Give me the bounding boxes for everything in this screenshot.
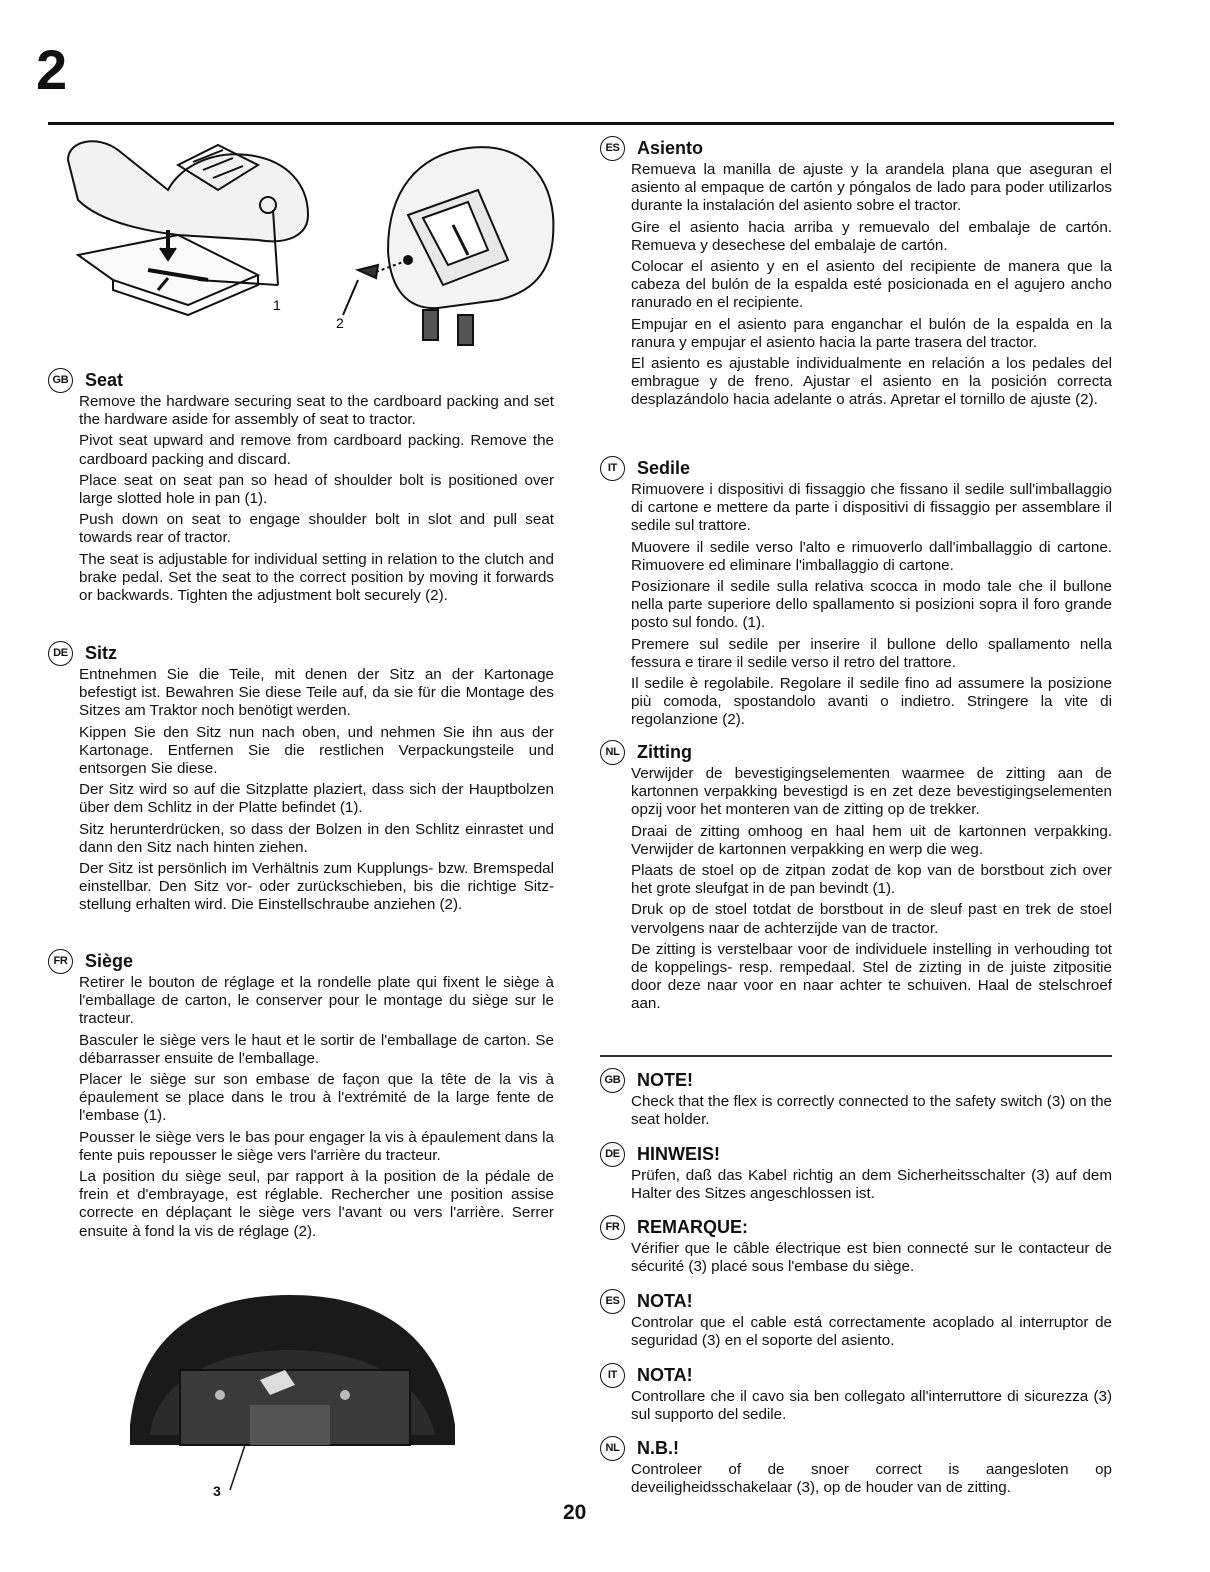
note-text: Prüfen, daß das Kabel richtig an dem Sicherheitsschalter (3) auf dem Halter des Sitzes angeschlossen ist. bbox=[631, 1167, 1112, 1203]
paragraph: El asiento es ajustable individualmente en relación a los pedales del embrague y de freno. Ajustar el asiento en la posición correcta desplazándolo hacia adelante o atrás. Apretar el tornillo de ajuste (2). bbox=[631, 355, 1112, 409]
page-number: 20 bbox=[563, 1501, 587, 1524]
note-nl bbox=[600, 1435, 1112, 1500]
section-es-asiento bbox=[600, 135, 1112, 413]
language-badge-it: IT bbox=[600, 456, 625, 481]
paragraph: Colocar el asiento y en el asiento del recipiente de manera que la cabeza del bulón de la espalda esté posicionada en el agujero ancho ranurado en el recipiente. bbox=[631, 258, 1112, 312]
note-text: Controleer of de snoer correct is aangesloten op deveiligheidsschakelaar (3), op de houder van de zitting. bbox=[631, 1461, 1112, 1497]
callout-1: 1 bbox=[273, 297, 281, 313]
paragraph: Placer le siège sur son embase de façon que la tête de la vis à épaulement se place dans le trou à l'extrémité de la large fente de l'embase (1). bbox=[79, 1071, 554, 1125]
note-text: Controlar que el cable está correctamente acoplado al interruptor de seguridad (3) en el soporte del asiento. bbox=[631, 1314, 1112, 1350]
callout-3: 3 bbox=[213, 1483, 221, 1499]
paragraph: Gire el asiento hacia arriba y remuevalo del embalaje de cartón. Remueva y desechese del embalaje de cartón. bbox=[631, 218, 1112, 254]
paragraph: Remove the hardware securing seat to the cardboard packing and set the hardware aside for assembly of seat to tractor. bbox=[79, 393, 554, 429]
paragraph: Pousser le siège vers le bas pour engager la vis à épaulement dans la fente puis repousser le siège vers l'arrière du tracteur. bbox=[79, 1128, 554, 1164]
paragraph: Basculer le siège vers le haut et le sortir de l'emballage de carton. Se débarrasser ensuite de l'emballage. bbox=[79, 1031, 554, 1067]
language-badge-es: ES bbox=[600, 1289, 625, 1314]
seat-assembly-drawing bbox=[58, 130, 558, 360]
section-nl-zitting bbox=[600, 739, 1112, 1017]
paragraph: Il sedile è regolabile. Regolare il sedile fino ad assumere la posizione più comoda, spostandolo avanti o indietro. Stringere la vite di regolanzione (2). bbox=[631, 675, 1112, 729]
note-title: NOTA! bbox=[637, 1364, 693, 1385]
section-gb-seat bbox=[48, 367, 554, 608]
paragraph: Kippen Sie den Sitz nun nach oben, und nehmen Sie ihn aus der Kartonage. Entfernen Sie die restlichen Verpackungsteile und entsorgen Sie diese. bbox=[79, 723, 554, 778]
paragraph: Rimuovere i dispositivi di fissaggio che fissano il sedile sull'imballaggio di cartone e mettere da parte i dispositivi di fissaggio per assemblare il sedile sul trattore. bbox=[631, 481, 1112, 535]
language-badge-it: IT bbox=[600, 1363, 625, 1388]
note-text: Controllare che il cavo sia ben collegato all'interruttore di sicurezza (3) sul supporto del sedile. bbox=[631, 1388, 1112, 1424]
paragraph: Remueva la manilla de ajuste y la arandela plana que aseguran el asiento al empaque de cartón y póngalos de lado para poder utilizarlos durante la instalación del asiento sobre el tractor. bbox=[631, 161, 1112, 215]
note-title: N.B.! bbox=[637, 1437, 679, 1458]
section-it-sedile bbox=[600, 455, 1112, 733]
seat-assembly-illustration bbox=[58, 130, 558, 360]
paragraph: Entnehmen Sie die Teile, mit denen der Sitz an der Kartonage befestigt ist. Bewahren Sie diese Teile auf, da sie für die Montage des Sitzes am Traktor noch benötigt werden. bbox=[79, 666, 554, 720]
language-badge-es: ES bbox=[600, 136, 625, 161]
paragraph: Sitz herunterdrücken, so dass der Bolzen in den Schlitz einrastet und dann den Sitz nach hinten ziehen. bbox=[79, 820, 554, 856]
section-title: Sitz bbox=[85, 642, 118, 663]
note-text: Check that the flex is correctly connected to the safety switch (3) on the seat holder. bbox=[631, 1093, 1112, 1129]
section-title: Seat bbox=[85, 369, 124, 390]
section-title: Asiento bbox=[637, 137, 704, 158]
language-badge-nl: NL bbox=[600, 1436, 625, 1461]
paragraph: Muovere il sedile verso l'alto e rimuoverlo dall'imballaggio di cartone. Rimuovere ed eliminare l'imballaggio di cartone. bbox=[631, 538, 1112, 574]
section-title: Sedile bbox=[637, 457, 691, 478]
note-de bbox=[600, 1141, 1112, 1206]
paragraph: Push down on seat to engage shoulder bolt in slot and pull seat towards rear of tractor. bbox=[79, 511, 554, 547]
section-de-sitz bbox=[48, 640, 554, 918]
note-text: Vérifier que le câble électrique est bien connecté sur le contacteur de sécurité (3) placé sous l'embase du siège. bbox=[631, 1240, 1112, 1276]
paragraph: Premere sul sedile per inserire il bullone dello spallamento nella fessura e tirare il sedile verso il retro del trattore. bbox=[631, 635, 1112, 671]
note-title: NOTE! bbox=[637, 1069, 693, 1090]
paragraph: Place seat on seat pan so head of shoulder bolt is positioned over large slotted hole in pan (1). bbox=[79, 471, 554, 508]
safety-switch-drawing bbox=[110, 1275, 470, 1510]
note-title: HINWEIS! bbox=[637, 1143, 720, 1164]
section-title: Zitting bbox=[637, 741, 692, 762]
paragraph: Der Sitz wird so auf die Sitzplatte plaziert, dass sich der Hauptbolzen über dem Schlitz in der Platte befindet (1). bbox=[79, 781, 554, 817]
paragraph: Druk op de stoel totdat de borstbout in de sleuf past en trek de stoel vervolgens naar de achterzijde van de tractor. bbox=[631, 901, 1112, 937]
paragraph: Posizionare il sedile sulla relativa scocca in modo tale che il bullone nella parte superiore dello spallamento si posizioni sopra il foro grande posto sul fondo. (1). bbox=[631, 578, 1112, 632]
section-title: Siège bbox=[85, 950, 134, 971]
section-number: 2 bbox=[36, 38, 68, 101]
paragraph: Pivot seat upward and remove from cardboard packing. Remove the cardboard packing and discard. bbox=[79, 432, 554, 468]
language-badge-nl: NL bbox=[600, 740, 625, 765]
safety-switch-illustration bbox=[110, 1275, 470, 1510]
language-badge-fr: FR bbox=[600, 1215, 625, 1240]
note-gb bbox=[600, 1067, 1112, 1132]
paragraph: Der Sitz ist persönlich im Verhältnis zum Kupplungs- bzw. Bremspedal einstellbar. Den Sitz vor- oder zurückschieben, bis die richtige Sitz-stellung erhalten wird. Die Einstellschraube anziehen (2). bbox=[79, 860, 554, 914]
paragraph: Empujar en el asiento para enganchar el bulón de la espalda en la ranura y empujar el asiento hacia la parte trasera del tractor. bbox=[631, 315, 1112, 351]
note-title: NOTA! bbox=[637, 1290, 693, 1311]
language-badge-gb: GB bbox=[600, 1068, 625, 1093]
paragraph: Draai de zitting omhoog en haal hem uit de kartonnen verpakking. Verwijder de kartonnen verpakking en werp die weg. bbox=[631, 822, 1112, 858]
language-badge-de: DE bbox=[600, 1142, 625, 1167]
language-badge-fr: FR bbox=[48, 949, 73, 974]
callout-2: 2 bbox=[336, 315, 344, 331]
note-it bbox=[600, 1362, 1112, 1427]
language-badge-gb: GB bbox=[48, 368, 73, 393]
paragraph: La position du siège seul, par rapport à la position de la pédale de frein et d'embrayage, est réglable. Rechercher une position assise correcte en déplaçant le siège vers l'avant ou vers l'arrière. Serrer ensuite à fond la vis de réglage (2). bbox=[79, 1168, 554, 1240]
paragraph: Verwijder de bevestigingselementen waarmee de zitting aan de kartonnen verpakking bevestigd is en zet deze bevestigingselementen opzij voor het monteren van de zitting op de trekker. bbox=[631, 765, 1112, 819]
header-rule bbox=[48, 122, 1114, 125]
paragraph: Retirer le bouton de réglage et la rondelle plate qui fixent le siège à l'emballage de carton, le conserver pour le montage du siège sur le tracteur. bbox=[79, 974, 554, 1028]
paragraph: Plaats de stoel op de zitpan zodat de kop van de borstbout zich over het grote sleufgat in de pan bevindt (1). bbox=[631, 862, 1112, 898]
paragraph: De zitting is verstelbaar voor de individuele instelling in verhouding tot de koppelings- resp. rempedaal. Stel de zizting in de juiste zitpositie door deze naar voor en naar achter te schuiven. Haal de stelschroef aan. bbox=[631, 940, 1112, 1013]
note-title: REMARQUE: bbox=[637, 1216, 748, 1237]
notes-divider bbox=[600, 1055, 1112, 1057]
section-fr-siege bbox=[48, 948, 554, 1244]
note-es bbox=[600, 1288, 1112, 1353]
language-badge-de: DE bbox=[48, 641, 73, 666]
note-fr bbox=[600, 1214, 1112, 1279]
paragraph: The seat is adjustable for individual setting in relation to the clutch and brake pedal. Set the seat to the correct position by moving it forwards or backwards. Tighten the adjustment bolt securely (2). bbox=[79, 550, 554, 605]
